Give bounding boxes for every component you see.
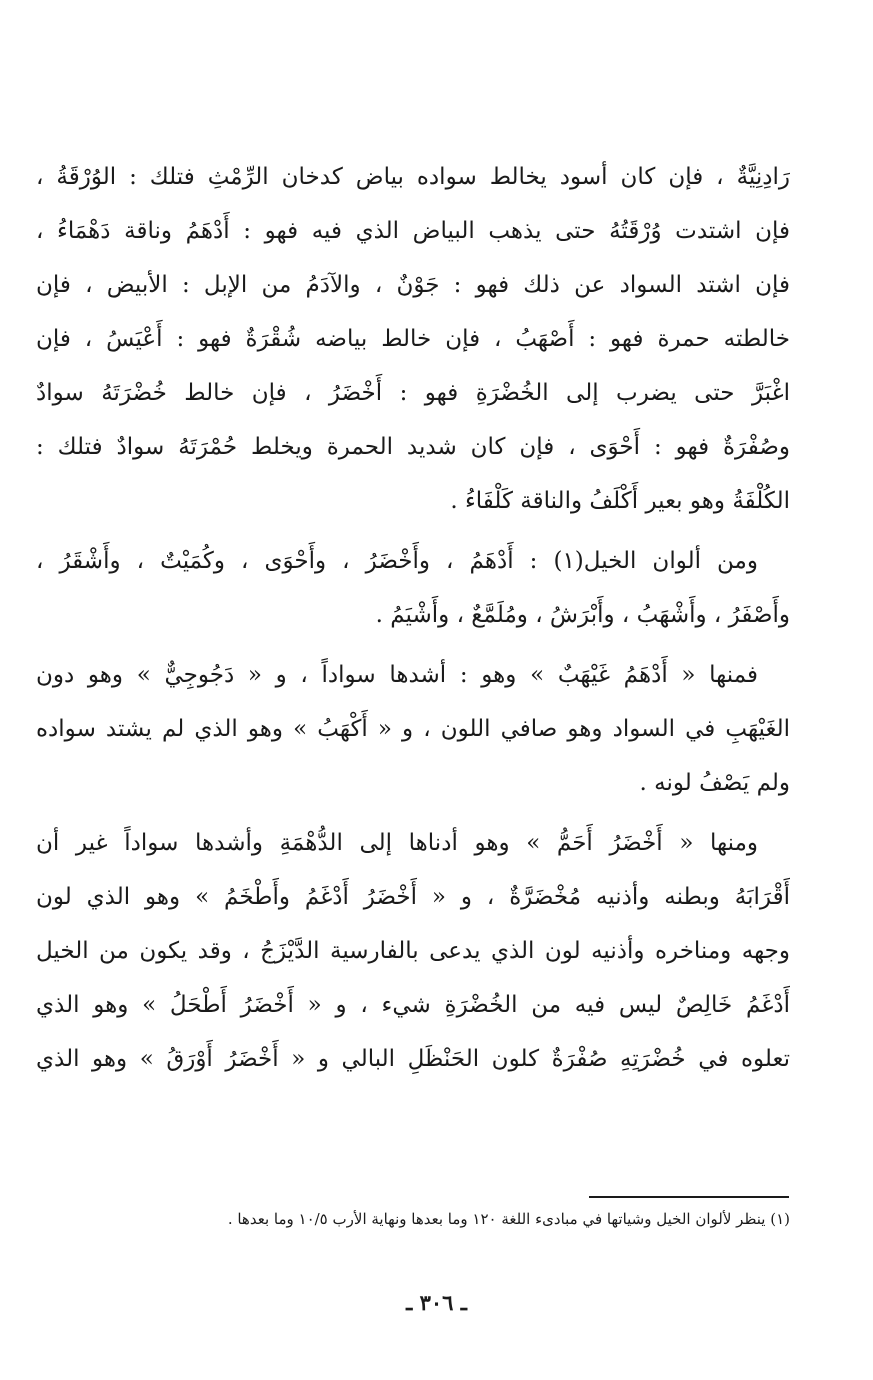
text-line: فإن اشتد السواد عن ذلك فهو : جَوْنٌ ، والآدَمُ من الإبل : الأبيض ، فإن: [36, 272, 790, 298]
text-line: اغْبَرَّ حتى يضرب إلى الخُضْرَةِ فهو : أَخْضَرُ ، فإن خالط خُضْرَتَهُ سوادٌ: [36, 380, 790, 406]
text-line: وأَصْفَرُ ، وأَشْهَبُ ، وأَبْرَشُ ، ومُلَمَّعٌ ، وأَشْيَمُ .: [375, 602, 790, 628]
text-line: أَدْغَمُ خَالِصٌ ليس فيه من الخُضْرَةِ شيء ، و « أَخْضَرُ أَطْحَلُ » وهو الذي: [36, 992, 790, 1018]
text-line: ومن ألوان الخيل(١) : أَدْهَمُ ، وأَخْضَرُ ، وأَحْوَى ، وكُمَيْتٌ ، وأَشْقَرُ ،: [36, 548, 758, 574]
footnote-divider: [589, 1196, 789, 1198]
text-line: الكُلْفَةُ وهو بعير أَكْلَفُ والناقة كَلْفَاءُ .: [450, 488, 790, 514]
text-line: ولم يَصْفُ لونه .: [639, 770, 790, 796]
text-line: فإن اشتدت وُرْقَتُهُ حتى يذهب البياض الذي فيه فهو : أَدْهَمُ وناقة دَهْمَاءُ ،: [36, 218, 790, 244]
text-line: فمنها « أَدْهَمُ غَيْهَبٌ » وهو : أشدها سواداً ، و « دَجُوجِيٌّ » وهو دون: [36, 662, 758, 688]
page-number: ـ ٣٠٦ ـ: [406, 1290, 467, 1315]
text-line: ومنها « أَخْضَرُ أَحَمُّ » وهو أدناها إلى الدُّهْمَةِ وأشدها سواداً غير أن: [36, 830, 758, 856]
text-line: أَقْرَابَهُ وبطنه وأذنيه مُخْضَرَّةٌ ، و « أَخْضَرُ أَدْغَمُ وأَطْخَمُ » وهو الذي لون: [36, 884, 790, 910]
text-line: تعلوه في خُضْرَتِهِ صُفْرَةٌ كلون الحَنْظَلِ البالي و « أَخْضَرُ أَوْرَقُ » وهو الذي: [36, 1046, 790, 1072]
text-line: وصُفْرَةٌ فهو : أَحْوَى ، فإن كان شديد الحمرة ويخلط حُمْرَتَهُ سوادٌ فتلك :: [36, 434, 790, 460]
text-line: خالطته حمرة فهو : أَصْهَبُ ، فإن خالط بياضه شُقْرَةٌ فهو : أَعْيَسُ ، فإن: [36, 326, 790, 352]
text-line: وجهه ومناخره وأذنيه لون الذي يدعى بالفارسية الدَّيْزَجُ ، وقد يكون من الخيل: [36, 938, 790, 964]
text-line: الغَيْهَبِ في السواد وهو صافي اللون ، و « أَكْهَبُ » وهو الذي لم يشتد سواده: [36, 716, 790, 742]
footnote: (١) ينظر لألوان الخيل وشياتها في مبادىء اللغة ١٢٠ وما بعدها ونهاية الأرب ١٠/٥ وما بعدها .: [227, 1210, 790, 1228]
body-text: [36, 150, 790, 1086]
text-line: رَادِنِيَّةٌ ، فإن كان أسود يخالط سواده بياض كدخان الرِّمْثِ فتلك : الوُرْقَةُ ،: [36, 164, 790, 190]
